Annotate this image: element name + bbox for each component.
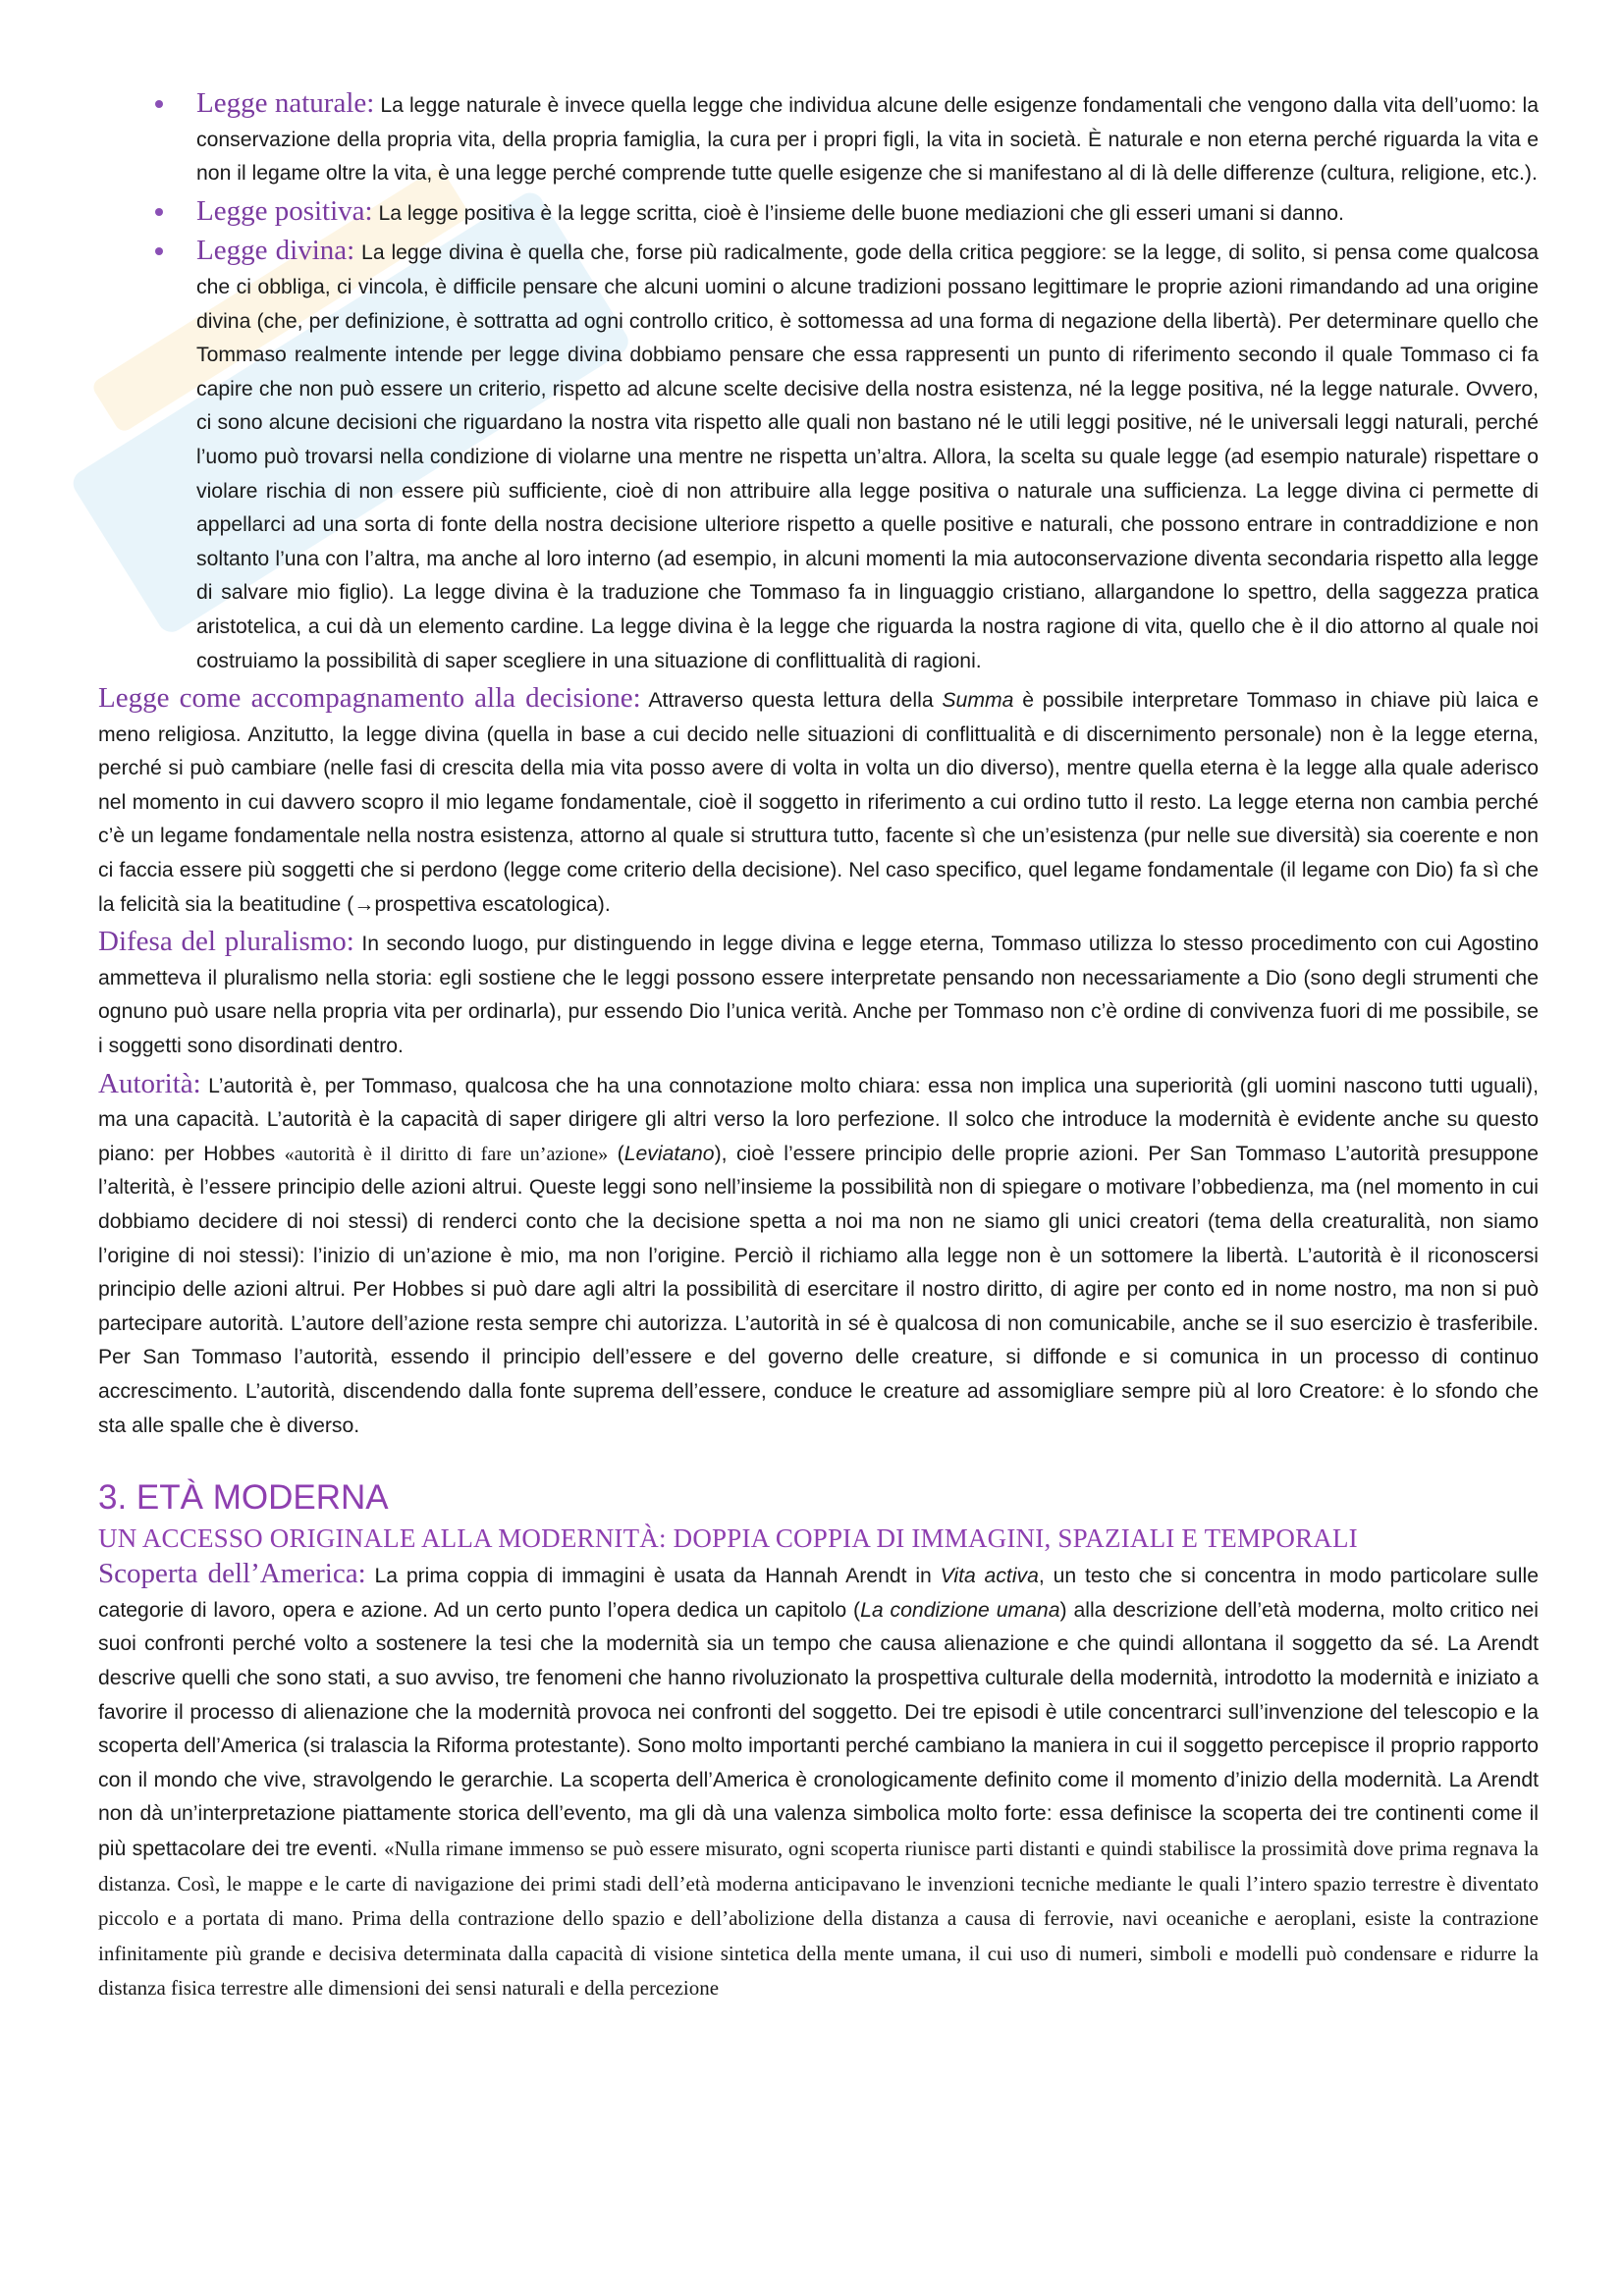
bullet-heading: Legge positiva: — [196, 194, 373, 227]
bullet-text: La legge divina è quella che, forse più radicalmente, gode della critica peggiore: se la legge, di solito, si pensa come qualcosa che ci obbliga, ci vincola, è difficile pensare che alcuni uomini o alcune tradizioni possano legittimare le proprie azioni rimandando ad una origine divina (che, per definizione, è sottratta ad ogni controllo critico, è sottomessa ad una forma di negazione della libertà). Per determinare quello che Tommaso realmente intende per legge divina dobbiamo pensare che essa rappresenti un punto di riferimento secondo il quale Tommaso ci fa capire che non può essere un criterio, rispetto ad alcune scelte decisive della nostra esistenza, né la legge positiva, né la legge naturale. Ovvero, ci sono alcune decisioni che riguardano la nostra vita rispetto alle quali non bastano né le utili leggi positive, né le universali leggi naturali, perché l’uomo può trovarsi nella condizione di violarne una mentre ne rispetta un’altra. Allora, la scelta su quale legge (ad esempio naturale) rispettare o violare rischia di non essere più sufficiente, cioè di non attribuire alla legge positiva o naturale una sufficienza. La legge divina ci permette di appellarci ad una sorta di fonte della nostra decisione ulteriore rispetto a quelle positive e naturali, che possono entrare in contraddizione e non soltanto l’una con l’altra, ma anche al loro interno (ad esempio, in alcuni momenti la mia autoconservazione diventa secondaria rispetto alla legge di salvare mio figlio). La legge divina è la traduzione che Tommaso fa in linguaggio cristiano, allargandone lo spettro, della saggezza pratica aristotelica, a cui dà un elemento cardine. La legge divina è la legge che riguarda la nostra ragione di vita, quello che è il dio attorno al quale noi costruiamo la possibilità di saper scegliere in una situazione di conflittualità di ragioni. — [196, 241, 1539, 672]
italic-title: Leviatano — [623, 1142, 715, 1165]
paragraph-heading: Legge come accompagnamento alla decisione: — [98, 682, 641, 715]
bullet-text: La legge naturale è invece quella legge che individua alcune delle esigenze fondamentali che vengono dalla vita dell’uomo: la conservazione della propria vita, della propria famiglia, la cura per i propri figli, la vita in società. È naturale e non eterna perché riguarda la vita e non il legame oltre la vita, è una legge perché comprende tutte quelle esigenze che si manifestano al di là delle differenze (cultura, religione, etc.). — [196, 94, 1539, 186]
paragraph-heading: Scoperta dell’America: — [98, 1558, 366, 1590]
law-types-list — [98, 86, 1539, 678]
paragraph-text: ), cioè l’essere principio delle proprie azioni. Per San Tommaso L’autorità presuppone l’alterità, è l’essere principio delle azioni altrui. Queste leggi sono nell’insieme la possibilità non di spiegare o motivare l’obbedienza, ma (nel momento in cui dobbiamo decidere di noi stessi) di renderci conto che la decisione spetta a noi ma non ne siamo gli unici creatori (tema della creaturalità, non siamo l’origine di noi stessi): l’inizio di un’azione è mio, ma non l’origine. Perciò il richiamo alla legge non è un sottomere la libertà. L’autorità è il riconoscersi principio delle azioni altrui. Per Hobbes si può dare agli altri la possibilità di esercitare il nostro diritto, di agire per conto ed in nome nostro, ma non si può partecipare autorità. L’autore dell’azione resta sempre chi autorizza. L’autorità in sé è qualcosa di non comunicabile, anche se il suo esercizio è trasferibile. Per San Tommaso l’autorità, essendo il principio dell’essere e del governo delle creature, si diffonde e si comunica in un processo di continuo accrescimento. L’autorità, discendendo dalla fonte suprema dell’essere, conduce le creature ad assomigliare sempre più al loro Creatore: è lo sfondo che sta alle spalle che è diverso. — [98, 1142, 1539, 1437]
list-item — [196, 194, 1539, 232]
paragraph-pluralismo — [98, 925, 1539, 1063]
section-subtitle: UN ACCESSO ORIGINALE ALLA MODERNITÀ: DOPPIA COPPIA DI IMMAGINI, SPAZIALI E TEMPORALI — [98, 1523, 1358, 1554]
bullet-heading: Legge naturale: — [196, 87, 375, 119]
bullet-icon — [155, 208, 163, 216]
paragraph-autorita — [98, 1067, 1539, 1444]
italic-title: Summa — [942, 689, 1014, 713]
bullet-icon — [155, 100, 163, 108]
paragraph-heading: Autorità: — [98, 1067, 201, 1099]
paragraph-text: è possibile interpretare Tommaso in chiave più laica e meno religiosa. Anzitutto, la legge divina (quella in base a cui decido nelle situazioni di conflittualità e di discernimento personale) non è la legge eterna, perché si può cambiare (nelle fasi di crescita della mia vita posso avere di volta in volta un dio diverso), mentre quella eterna è la legge alla quale aderisco nel momento in cui davvero scopro il mio legame fondamentale, cioè il soggetto in riferimento a cui ordino tutto il resto. La legge eterna non cambia perché c’è un legame fondamentale nella nostra esistenza, attorno al quale si struttura tutto, facente sì che un’esistenza (pur nelle sue diversità) sia coerente e non ci faccia essere più soggetti che si perdono (legge come criterio della decisione). Nel caso specifico, quel legame fondamentale (il legame con Dio) fa sì che la felicità sia la beatitudine (→prospettiva escatologica). — [98, 689, 1539, 916]
paragraph-legge-accompagnamento — [98, 681, 1539, 922]
paragraph-text: Attraverso questa lettura della — [640, 689, 943, 713]
hobbes-quote: «autorità è il diritto di fare un’azione» — [284, 1143, 609, 1165]
paragraph-text: La prima coppia di immagini è usata da Hannah Arendt in — [365, 1565, 941, 1588]
paragraph-text: L’autorità è, per Tommaso, qualcosa che ha una connotazione molto chiara: essa non implica una superiorità (gli uomini nascono tutti uguali), ma una capacità. L’autorità è la capacità di saper dirigere gli altri verso la loro perfezione. Il solco che introduce la modernità è evidente anche su questo piano: per Hobbes — [98, 1074, 1539, 1165]
bullet-heading: Legge divina: — [196, 235, 355, 267]
italic-title: Vita activa — [940, 1565, 1039, 1588]
list-item — [196, 86, 1539, 191]
paragraph-text: In secondo luogo, pur distinguendo in legge divina e legge eterna, Tommaso utilizza lo stesso procedimento con cui Agostino ammetteva il pluralismo nella storia: egli sostiene che le leggi possono essere interpretate pensando non necessariamente a Dio (sono degli strumenti che ognuno può usare nella propria vita per ordinarla), pur essendo Dio l’unica verità. Anche per Tommaso non c’è ordine di convivenza fuori di me possibile, se i soggetti sono disordinati dentro. — [98, 933, 1539, 1058]
paragraph-america — [98, 1557, 1539, 2006]
paragraph-text: , un testo che si concentra in modo particolare sulle categorie di lavoro, opera e azione. Ad un certo punto l’opera dedica un capitolo ( — [98, 1565, 1539, 1622]
italic-title: La condizione umana — [860, 1598, 1060, 1622]
paragraph-text: ) alla descrizione dell’età moderna, molto critico nei suoi confronti perché volto a sostenere la tesi che la modernità sia un tempo che causa alienazione e che quindi allontana il soggetto da sé. La Arendt descrive quelli che sono stati, a suo avviso, tre fenomeni che hanno rivoluzionato la prospettiva culturale della modernità, introdotto la modernità e iniziato a favorire il processo di alienazione che la modernità provoca nei confronti del soggetto. Dei tre episodi è utile concentrarci sull’invenzione del telescopio e la scoperta dell’America (si tralascia la Riforma protestante). Sono molto importanti perché cambiano la maniera in cui il soggetto percepisce il proprio rapporto con il mondo che vive, stravolgendo le gerarchie. La scoperta dell’America è cronologicamente definito come il momento d’inizio della modernità. La Arendt non dà un’interpretazione piattamente storica dell’evento, ma gli dà una valenza simbolica molto forte: essa definisce la scoperta dei tre continenti come il più spettacolare dei tre eventi. — [98, 1598, 1539, 1860]
paragraph-heading: Difesa del pluralismo: — [98, 926, 354, 958]
list-item — [196, 234, 1539, 678]
paragraph-text: ( — [608, 1142, 624, 1165]
bullet-icon — [155, 247, 163, 255]
section-title: 3. ETÀ MODERNA — [98, 1478, 389, 1518]
bullet-text: La legge positiva è la legge scritta, cioè è l’insieme delle buone mediazioni che gli esseri umani si danno. — [372, 201, 1344, 225]
arendt-quote: «Nulla rimane immenso se può essere misurato, ogni scoperta riunisce parti distanti e quindi stabilisce la prossimità dove prima regnava la distanza. Così, le mappe e le carte di navigazione dei primi stadi dell’età moderna anticipavano le invenzioni tecniche mediante le quali l’intero spazio terrestre è diventato piccolo e a portata di mano. Prima della contrazione dello spazio e dell’abolizione della distanza a causa di ferrovie, navi oceaniche e aeroplani, esiste la contrazione infinitamente più grande e decisiva determinata dalla capacità di visione sintetica della mente umana, il cui uso di numeri, simboli e modelli può condensare e ridurre la distanza fisica terrestre alle dimensioni dei sensi naturali e della percezione — [98, 1836, 1539, 2001]
